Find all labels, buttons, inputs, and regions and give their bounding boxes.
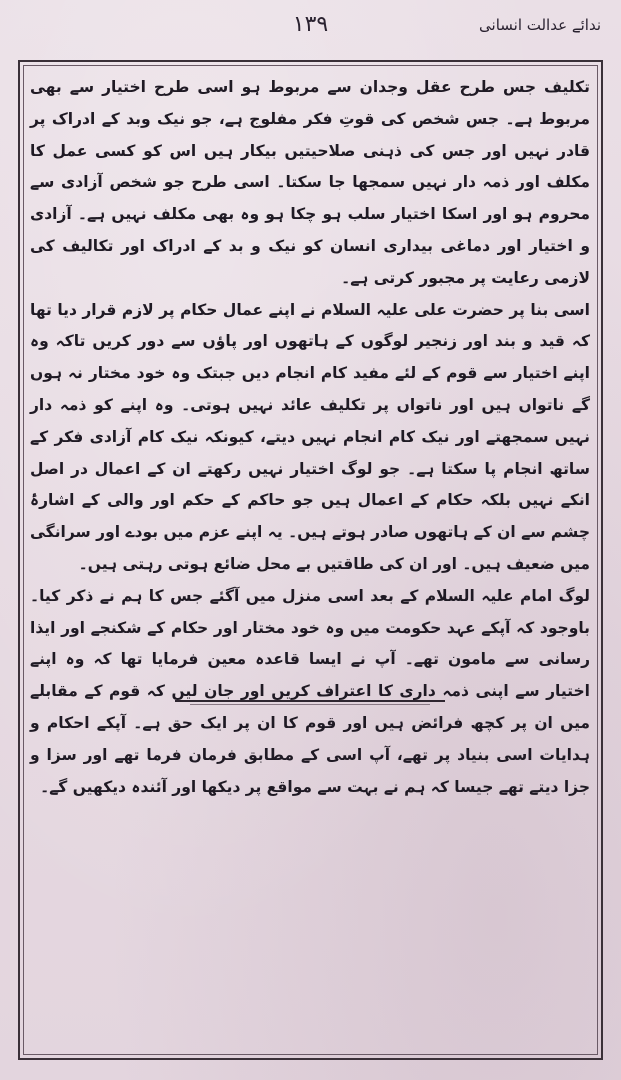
page-header bbox=[20, 10, 601, 50]
page-number: ۱۳۹ bbox=[292, 12, 329, 37]
running-title: ندائے عدالت انسانی bbox=[479, 16, 601, 34]
section-divider bbox=[175, 700, 445, 702]
paragraph-1: تکلیف جس طرح عقل وجدان سے مربوط ہو اسی طرح اختیار سے بھی مربوط ہے۔ جس شخص کی قوتِ فکر مفلوج ہے، جو نیک وبد کے ادراک پر قادر نہیں اور جس کی ذہنی صلاحیتیں بیکار ہیں اس کو کسی عمل کا مکلف اور ذمہ دار نہیں سمجھا جا سکتا۔ اسی طرح جو شخص آزادی سے محروم ہو اور اسکا اختیار سلب ہو چکا ہو وہ بھی مکلف نہیں ہے۔ آزادی و اختیار اور دماغی بیداری انسان کو نیک و بد کے ادراک اور تکالیف کی لازمی رعایت پر مجبور کرتی ہے۔ bbox=[30, 78, 590, 287]
paragraph-2: اسی بنا پر حضرت علی علیہ السلام نے اپنے عمال حکام پر لازم قرار دیا تھا کہ قید و بند اور زنجیر لوگوں کے ہاتھوں اور پاؤں سے دور کریں تاکہ وہ اپنے اختیار سے قوم کے لئے مفید کام انجام دیں جبتک وہ خود مختار نہ ہوں گے ناتواں ہیں اور ناتواں پر تکلیف عائد نہیں ہوتی۔ وہ اپنے کو ذمہ دار نہیں سمجھتے اور نیک کام انجام نہیں دیتے، کیونکہ نیک کام آزادی فکر کے ساتھ انجام پا سکتا ہے۔ جو لوگ اختیار نہیں رکھتے ان کے اعمال در اصل انکے نہیں بلکہ حکام کے اعمال ہیں جو حاکم کے حکم اور والی کے اشارۂ چشم سے ان کے ہاتھوں صادر ہوتے ہیں۔ یہ اپنے عزم میں بودے اور سرانگی میں ضعیف ہیں۔ اور ان کی طاقتیں بے محل ضائع ہوتی رہتی ہیں۔ bbox=[30, 300, 590, 573]
paragraph-3: لوگ امام علیہ السلام کے بعد اسی منزل میں آگئے جس کا ہم نے ذکر کیا۔ باوجود کہ آپکے عہد حکومت میں وہ خود مختار اور حکام کے شکنجے اور ایذا رسانی سے مامون تھے۔ آپ نے ایسا قاعدہ معین فرمایا تھا کہ وہ اپنے اختیار سے اپنی ذمہ داری کا اعتراف کریں اور جان لیں کہ قوم کے مقابلے میں ان پر کچھ فرائض ہیں اور قوم کا ان پر ایک حق ہے۔ آپکے احکام و ہدایات اسی بنیاد پر تھے، آپ اسی کے مطابق فرمان فرما تھے اور سزا و جزا دیتے تھے جیسا کہ ہم نے بہت سے مواقع پر دیکھا اور آئندہ دیکھیں گے۔ bbox=[30, 586, 590, 796]
section-divider-underline bbox=[190, 704, 430, 705]
body-text bbox=[30, 72, 590, 803]
